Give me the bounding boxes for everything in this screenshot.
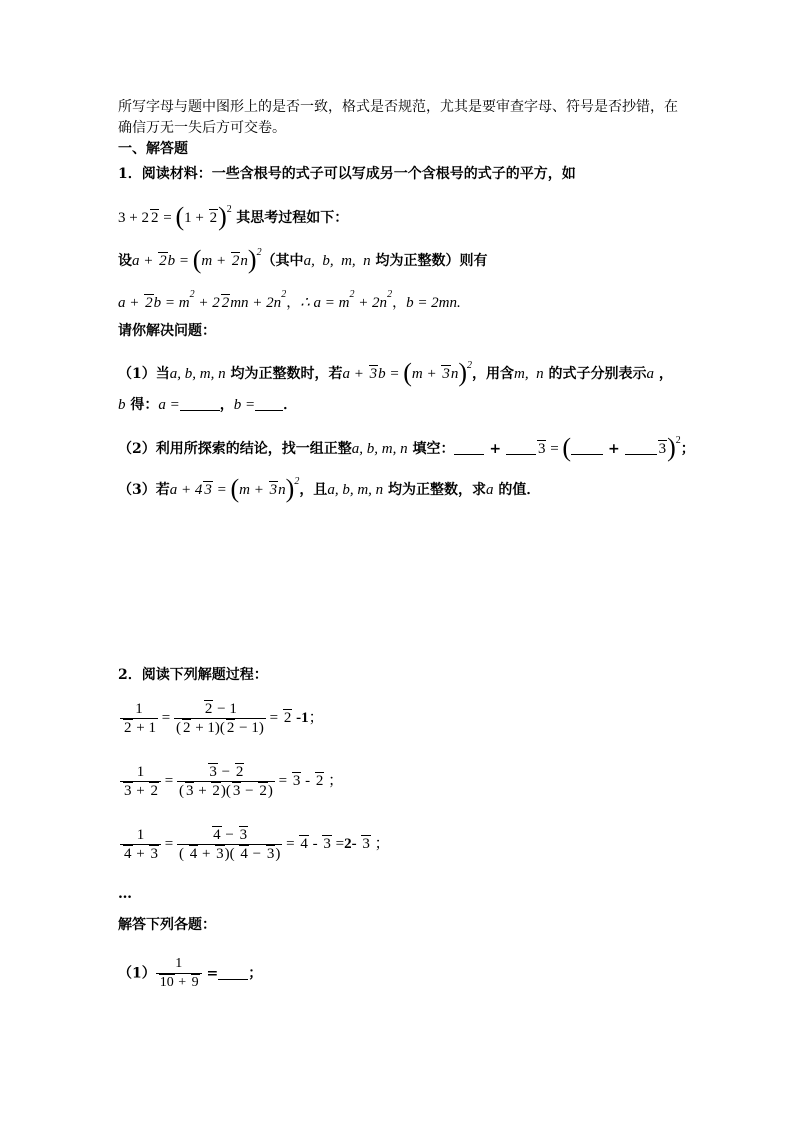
q1-part3: （3）若a + 4 $3 = (m + 3n)^2$，且a, b, m, n 均为正整数，求a 的值． [118,474,541,503]
fill-blank-1[interactable] [454,454,484,455]
q2-example-3: $\frac{1}{4 + 3}$ = $\frac{4 - 3}{( 4 + 3)( 4 - 3)}$ = 4 - 3 =2- 3 ； [120,826,390,863]
answer-blank-a[interactable] [180,410,220,411]
q1-prompt: 请你解决问题： [118,323,216,339]
fill-blank-2[interactable] [506,454,536,455]
q1-title: 1．阅读材料：一些含根号的式子可以写成另一个含根号的式子的平方，如 [118,166,576,182]
section-title: 一、解答题 [118,141,188,157]
answer-blank-q2-1[interactable] [218,979,248,980]
q1-assume: 设$a + 2b = (m + 2n)^2$（其中a, b, m, n 均为正整数）则有 [118,245,488,274]
answer-blank-b[interactable] [255,410,283,411]
assume-mid: （其中 [261,253,304,269]
q1-derivation: $a + 2b = m^2 + 2$ $2mn + 2n^2$，∴ $a = m^2 + 2n^2$，b = 2mn. [118,289,461,311]
example-formula: 3 + 2 $2 = (1 + 2)^2$ [118,202,232,231]
assume-prefix: 设 [118,253,132,269]
fill-blank-3[interactable] [571,454,603,455]
derivation-formula: $a + 2b = m^2 + 2$ $2mn + 2n^2$ [118,289,287,311]
assume-formula: $a + 2b = (m + 2n)^2$ [132,245,262,274]
q2-example-1: $\frac{1}{2 + 1}$ = $\frac{2 - 1}{( 2 + 1)( 2 - 1)}$ = 2 -1； [120,700,324,737]
q2-part1: （1） $\frac{1}{10 + 9}$ = ； [118,956,263,990]
intro-line-2: 确信万无一失后方可交卷。 [118,120,286,136]
assume-suffix: 均为正整数）则有 [375,253,488,269]
q2-example-2: $\frac{1}{3 + 2}$ = $\frac{3 - 2}{( 3 + 2)( 3 - 2)}$ = 3 - 2 ； [120,763,343,800]
q1-example [118,200,349,231]
q1-part2: （2）利用所探索的结论，找一组正整a, b, m, n 填空： + 3 = ( + 3)$^2$； [118,433,695,462]
fill-blank-4[interactable] [625,454,657,455]
q1-part1-line2: b 得：a = ，b = ． [118,397,298,413]
example-suffix: 其思考过程如下： [236,210,349,226]
q2-prompt: 解答下列各题： [118,917,216,933]
q1-part1: （1）当a, b, m, n 均为正整数时，若$a + 3b = (m + 3n)^2$，用含m, n 的式子分别表示a ， [118,358,673,387]
q2-title: 2．阅读下列解题过程： [118,667,268,683]
q2-ellipsis: … [118,886,132,902]
intro-line-1: 所写字母与题中图形上的是否一致，格式是否规范，尤其是要审查字母、符号是否抄错，在 [118,99,678,115]
